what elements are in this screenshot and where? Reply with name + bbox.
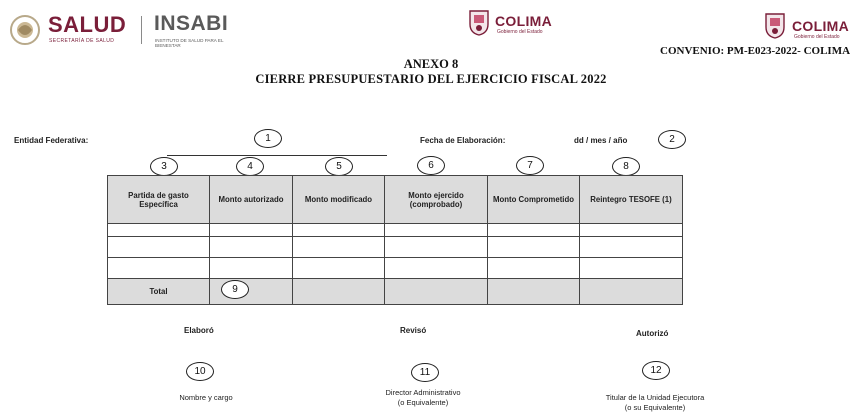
marker-5: 5 — [325, 157, 353, 176]
colima-logo-subtitle-right: Gobierno del Estado — [794, 34, 840, 40]
marker-8: 8 — [612, 157, 640, 176]
marker-11: 11 — [411, 363, 439, 382]
column-header-monto-ejercido: Monto ejercido (comprobado) — [385, 176, 488, 224]
elaboro-label: Elaboró — [184, 326, 214, 335]
table-cell[interactable] — [385, 279, 488, 305]
table-row — [108, 237, 683, 258]
colima-logo-text: COLIMA — [495, 13, 553, 29]
reviso-label: Revisó — [400, 326, 427, 335]
marker-4: 4 — [236, 157, 264, 176]
marker-9: 9 — [221, 280, 249, 299]
table-cell[interactable] — [580, 237, 683, 258]
table-cell[interactable] — [210, 237, 293, 258]
table-total-row — [108, 279, 683, 305]
autorizo-sublabel-1: Titular de la Unidad Ejecutora — [605, 393, 705, 402]
insabi-logo-subtitle: INSTITUTO DE SALUD PARA EL BIENESTAR — [155, 38, 224, 48]
salud-logo-text: SALUD — [48, 12, 127, 37]
column-header-partida: Partida de gasto Específica — [108, 176, 210, 224]
autorizo-label: Autorizó — [636, 329, 669, 338]
convenio-label: CONVENIO: PM-E023-2022- COLIMA — [660, 45, 851, 57]
salud-emblem-icon — [8, 14, 42, 46]
insabi-logo-text: INSABI — [154, 12, 229, 35]
table-row — [108, 224, 683, 237]
column-header-monto-comprometido: Monto Comprometido — [488, 176, 580, 224]
table-cell[interactable] — [580, 224, 683, 237]
total-label: Total — [108, 279, 210, 305]
salud-logo-subtitle: SECRETARÍA DE SALUD — [49, 38, 115, 44]
table-cell[interactable] — [293, 279, 385, 305]
table-cell[interactable] — [488, 258, 580, 279]
reviso-sublabel-1: Director Administrativo — [385, 388, 461, 397]
table-cell[interactable] — [210, 258, 293, 279]
logo-separator — [141, 16, 142, 44]
colima-logo-text-right: COLIMA — [792, 18, 850, 34]
table-cell[interactable] — [488, 279, 580, 305]
column-header-reintegro-tesofe: Reintegro TESOFE (1) — [580, 176, 683, 224]
reviso-sublabel-2: (o Equivalente) — [397, 398, 449, 407]
table-cell[interactable] — [488, 224, 580, 237]
table-row — [108, 258, 683, 279]
table-cell[interactable] — [108, 258, 210, 279]
entidad-federativa-label: Entidad Federativa: — [14, 136, 89, 145]
table-cell[interactable] — [580, 279, 683, 305]
marker-1: 1 — [254, 129, 282, 148]
table-cell[interactable] — [488, 237, 580, 258]
marker-12: 12 — [642, 361, 670, 380]
fecha-format: dd / mes / año — [574, 136, 628, 145]
table-cell[interactable] — [108, 237, 210, 258]
marker-10: 10 — [186, 362, 214, 381]
table-cell[interactable] — [580, 258, 683, 279]
table-cell[interactable] — [108, 224, 210, 237]
anexo-heading: ANEXO 8 — [403, 57, 459, 71]
column-header-monto-modificado: Monto modificado — [293, 176, 385, 224]
colima-shield-icon — [468, 8, 490, 36]
table-cell[interactable] — [385, 224, 488, 237]
elaboro-sublabel: Nombre y cargo — [179, 393, 233, 402]
colima-shield-icon-right — [764, 11, 786, 39]
marker-6: 6 — [417, 156, 445, 175]
table-cell[interactable] — [293, 237, 385, 258]
document-title: CIERRE PRESUPUESTARIO DEL EJERCICIO FISCAL 2022 — [255, 72, 607, 86]
table-header-row — [108, 176, 683, 224]
table-cell[interactable] — [293, 258, 385, 279]
marker-2: 2 — [658, 130, 686, 149]
budget-closure-table — [107, 175, 683, 305]
colima-logo-subtitle: Gobierno del Estado — [497, 29, 543, 35]
column-header-monto-autorizado: Monto autorizado — [210, 176, 293, 224]
autorizo-sublabel-2: (o su Equivalente) — [624, 403, 686, 412]
marker-3: 3 — [150, 157, 178, 176]
entidad-underline — [167, 155, 387, 156]
fecha-elaboracion-label: Fecha de Elaboración: — [420, 136, 506, 145]
table-cell[interactable] — [385, 237, 488, 258]
table-cell[interactable] — [385, 258, 488, 279]
table-cell[interactable] — [293, 224, 385, 237]
table-cell[interactable] — [210, 224, 293, 237]
marker-7: 7 — [516, 156, 544, 175]
